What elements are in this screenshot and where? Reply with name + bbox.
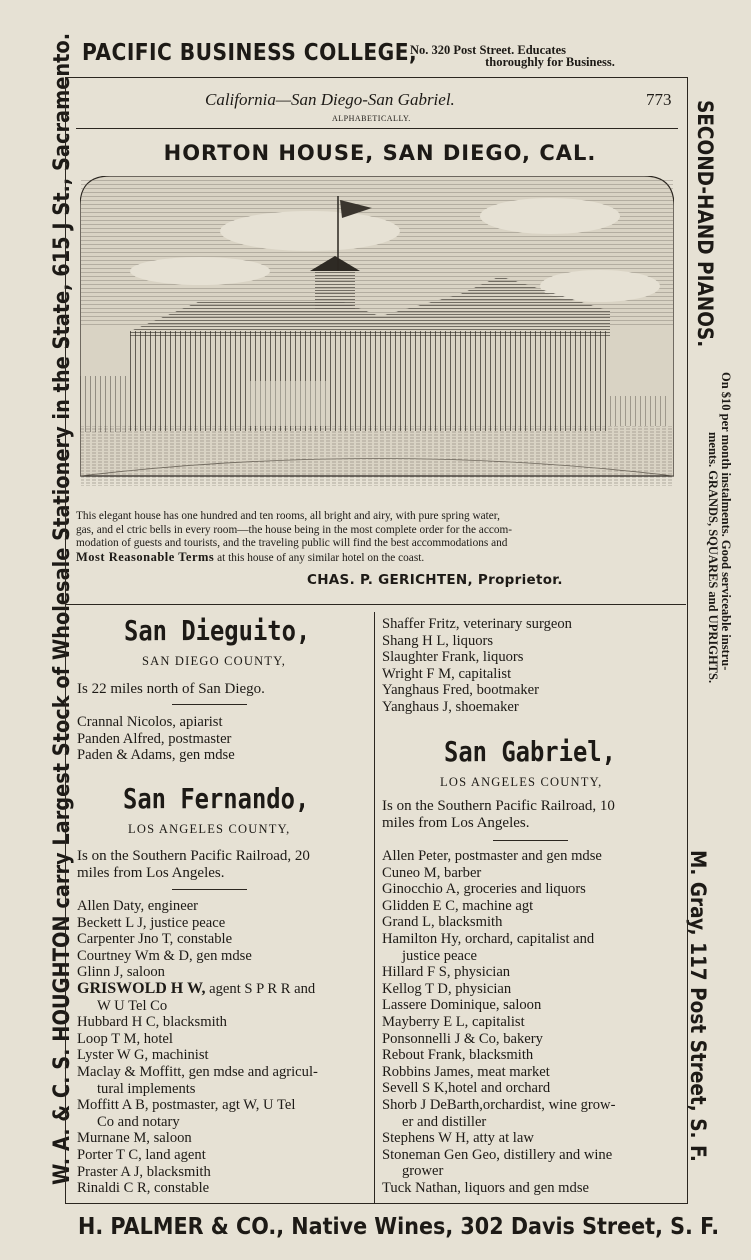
right-advertisement-title: SECOND-HAND PIANOS. [693, 100, 717, 348]
short-rule [172, 704, 247, 705]
list-item: Panden Alfred, postmaster [77, 730, 232, 747]
list-item: Ponsonnelli J & Co, bakery [382, 1030, 543, 1047]
list-item: Grand L, blacksmith [382, 914, 503, 931]
column-divider [374, 612, 375, 1204]
list-item: Carpenter Jno T, constable [77, 931, 233, 948]
list-item: Slaughter Frank, liquors [382, 649, 524, 666]
list-item: Kellog T D, physician [382, 980, 512, 997]
list-item: Lyster W G, machinist [77, 1047, 209, 1064]
list-item: Robbins James, meat market [382, 1063, 550, 1080]
top-advertisement [82, 40, 615, 69]
list-item: Paden & Adams, gen mdse [77, 747, 235, 764]
list-item-continuation: justice peace [402, 947, 477, 964]
college-name: PACIFIC BUSINESS COLLEGE, [82, 40, 418, 66]
short-rule [172, 889, 247, 890]
county-san-diego: SAN DIEGO COUNTY, [142, 654, 287, 668]
hotel-title: HORTON HOUSE, SAN DIEGO, CAL. [163, 141, 597, 165]
list-item: Hillard F S, physician [382, 964, 511, 981]
directory-list-san-dieguito-continued [382, 616, 572, 716]
page-number: 773 [646, 90, 672, 109]
directory-list-san-fernando [77, 898, 373, 1197]
list-item: Crannal Nicolos, apiarist [77, 714, 223, 730]
short-rule [493, 840, 568, 841]
county-los-angeles: LOS ANGELES COUNTY, [440, 775, 603, 789]
list-item: Mayberry E L, capitalist [382, 1013, 525, 1030]
town-heading-san-fernando: San Fernando, [123, 782, 310, 815]
right-advertisement-dealer: M. Gray, 117 Post Street, S. F. [686, 850, 710, 1162]
directory-list-san-gabriel [382, 848, 678, 1196]
town-heading-san-dieguito: San Dieguito, [124, 614, 311, 647]
list-item: Shorb J DeBarth,orchardist, wine grow- [382, 1096, 616, 1113]
college-tagline: No. 320 Post Street. Educates thoroughly for Business. [410, 43, 615, 69]
list-item: Glinn J, saloon [77, 964, 165, 981]
town-heading-san-gabriel: San Gabriel, [444, 735, 616, 768]
list-item-continuation: er and distiller [402, 1113, 487, 1130]
list-item: Hamilton Hy, orchard, capitalist and [382, 930, 595, 947]
list-item: Beckett L J, justice peace [77, 914, 226, 931]
list-item: Murnane M, saloon [77, 1130, 192, 1147]
list-item: Rebout Frank, blacksmith [382, 1047, 534, 1064]
hotel-description: This elegant house has one hundred and ten rooms, all bright and airy, with pure spring water, gas, and el ctric bells in every room—the house being in the most complete order for the accom- modation of guests and tourists, and the traveling public will find the best accommodations and Most Reasonable Terms at this house of any similar hotel on the coast. [76, 510, 513, 564]
county-los-angeles: LOS ANGELES COUNTY, [128, 822, 291, 836]
right-advertisement-terms: On $10 per month instalments. Good serviceable instru- ments. GRANDS, SQUARES and UPRIGHTS. [706, 372, 733, 684]
list-item: Porter T C, land agent [77, 1146, 206, 1163]
list-item: Praster A J, blacksmith [77, 1163, 211, 1180]
list-item: Sevell S K,hotel and orchard [382, 1080, 551, 1097]
list-item-continuation: grower [402, 1163, 444, 1180]
list-item-continuation: Co and notary [97, 1113, 180, 1130]
list-item: Wright F M, capitalist [382, 665, 512, 682]
list-item: Stoneman Gen Geo, distillery and wine [382, 1146, 613, 1163]
list-item: Lassere Dominique, saloon [382, 997, 542, 1014]
directory-list-san-dieguito [77, 714, 235, 764]
list-item: Shang H L, liquors [382, 632, 494, 649]
bottom-advertisement: H. PALMER & CO., Native Wines, 302 Davis Street, S. F. [78, 1214, 720, 1240]
list-item: Shaffer Fritz, veterinary surgeon [382, 616, 572, 632]
list-item: Yanghaus Fred, bootmaker [382, 682, 540, 699]
alphabetically-note: ALPHABETICALLY. [332, 114, 411, 123]
list-item: Allen Peter, postmaster and gen mdse [382, 848, 602, 864]
list-item: Loop T M, hotel [77, 1030, 173, 1047]
list-item: Hubbard H C, blacksmith [77, 1014, 227, 1031]
list-item: Stephens W H, atty at law [382, 1130, 534, 1147]
list-item: Cuneo M, barber [382, 864, 482, 881]
list-item: Allen Daty, engineer [77, 898, 199, 914]
header-rule [76, 128, 678, 129]
left-advertisement: W. A. & C. S. HOUGHTON carry Largest Stock of Wholesale Stationery in the State, 615 J St., Sacramento. [50, 32, 75, 1185]
town-description: Is 22 miles north of San Diego. [77, 681, 265, 697]
town-description: Is on the Southern Pacific Railroad, 20 miles from Los Angeles. [77, 848, 310, 881]
list-item: Moffitt A B, postmaster, agt W, U Tel [77, 1097, 296, 1114]
list-item: Tuck Nathan, liquors and gen mdse [382, 1179, 589, 1196]
list-item: Rinaldi C R, constable [77, 1180, 210, 1197]
list-item-continuation: tural implements [97, 1080, 196, 1097]
list-item: Maclay & Moffitt, gen mdse and agricul- [77, 1063, 318, 1080]
section-rule [66, 604, 686, 605]
list-item: Courtney Wm & D, gen mdse [77, 947, 252, 964]
list-item: Glidden E C, machine agt [382, 897, 534, 914]
running-head: California—San Diego-San Gabriel. [205, 90, 455, 109]
list-item-continuation: W U Tel Co [97, 997, 168, 1014]
hotel-proprietor: CHAS. P. GERICHTEN, Proprietor. [307, 572, 563, 588]
list-item: Yanghaus J, shoemaker [382, 698, 519, 715]
list-item: GRISWOLD H W, agent S P R R and [77, 979, 316, 997]
list-item: Ginocchio A, groceries and liquors [382, 881, 586, 898]
hotel-engraving-image [80, 176, 674, 496]
town-description: Is on the Southern Pacific Railroad, 10 miles from Los Angeles. [382, 798, 615, 831]
